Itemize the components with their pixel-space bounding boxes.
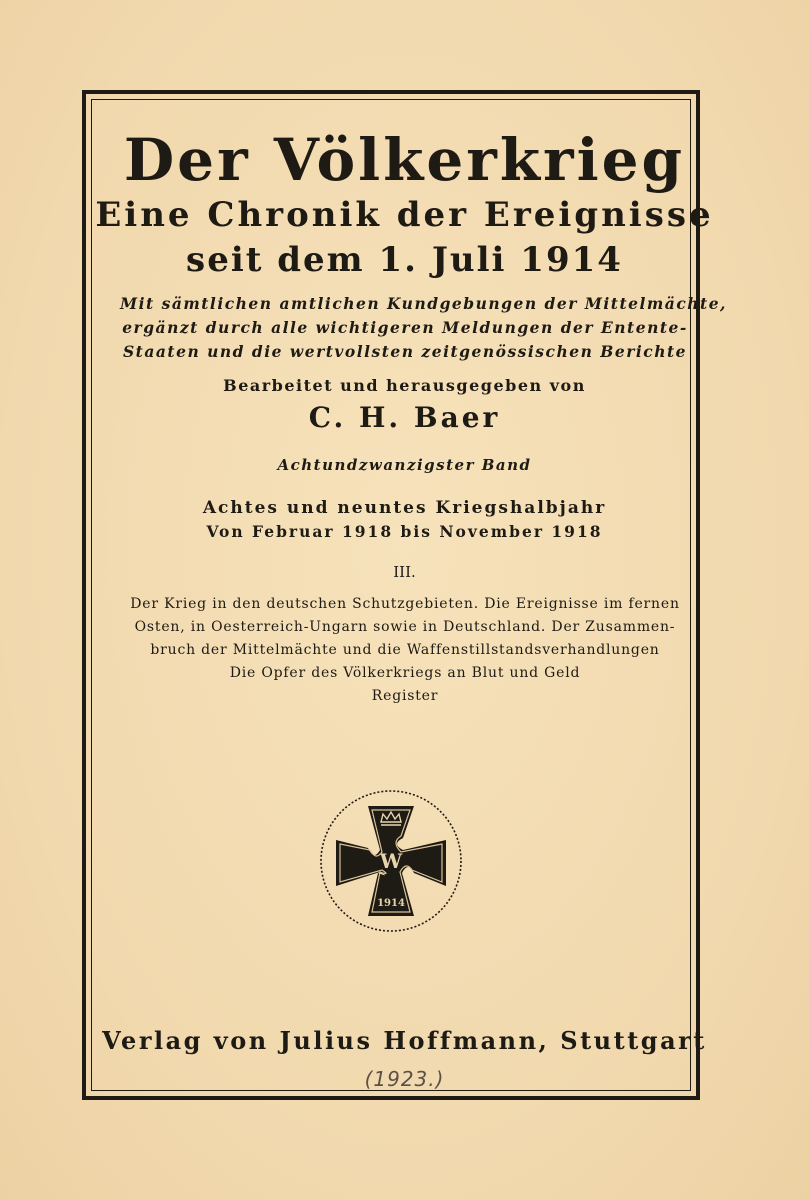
volume-label: Achtundzwanzigster Band bbox=[277, 456, 532, 474]
pencil-annotation: (1923.) bbox=[364, 1067, 445, 1091]
book-title: Der Völkerkrieg bbox=[123, 126, 686, 194]
editor-name: C. H. Baer bbox=[308, 401, 501, 434]
iron-cross-icon bbox=[318, 788, 464, 934]
description-line-3: Staaten und die wertvollsten zeitgenössischen Berichte bbox=[122, 342, 687, 361]
contents-line-2: Osten, in Oesterreich-Ungarn sowie in Deutschland. Der Zusammen- bbox=[134, 619, 676, 635]
emblem-year: 1914 bbox=[377, 898, 405, 909]
contents-line-5: Register bbox=[371, 688, 439, 704]
book-subtitle-line-2: seit dem 1. Juli 1914 bbox=[186, 240, 623, 280]
editor-credit: Bearbeitet und herausgegeben von bbox=[223, 376, 586, 395]
period-label: Von Februar 1918 bis November 1918 bbox=[206, 522, 603, 541]
publisher-line: Verlag von Julius Hoffmann, Stuttgart bbox=[102, 1026, 707, 1055]
half-year-label: Achtes und neuntes Kriegshalbjahr bbox=[202, 498, 607, 518]
part-number: III. bbox=[393, 563, 416, 581]
description-line-2: ergänzt durch alle wichtigeren Meldungen der Entente- bbox=[122, 318, 688, 337]
book-subtitle-line-1: Eine Chronik der Ereignisse bbox=[95, 195, 714, 235]
contents-line-4: Die Opfer des Völkerkriegs an Blut und Geld bbox=[229, 665, 581, 681]
contents-line-1: Der Krieg in den deutschen Schutzgebieten. Die Ereignisse im fernen bbox=[130, 596, 680, 612]
contents-line-3: bruch der Mittelmächte und die Waffenstillstandsverhandlungen bbox=[150, 642, 660, 658]
emblem-monogram: W bbox=[379, 849, 403, 873]
description-line-1: Mit sämtlichen amtlichen Kundgebungen der Mittelmächte, bbox=[120, 294, 727, 313]
